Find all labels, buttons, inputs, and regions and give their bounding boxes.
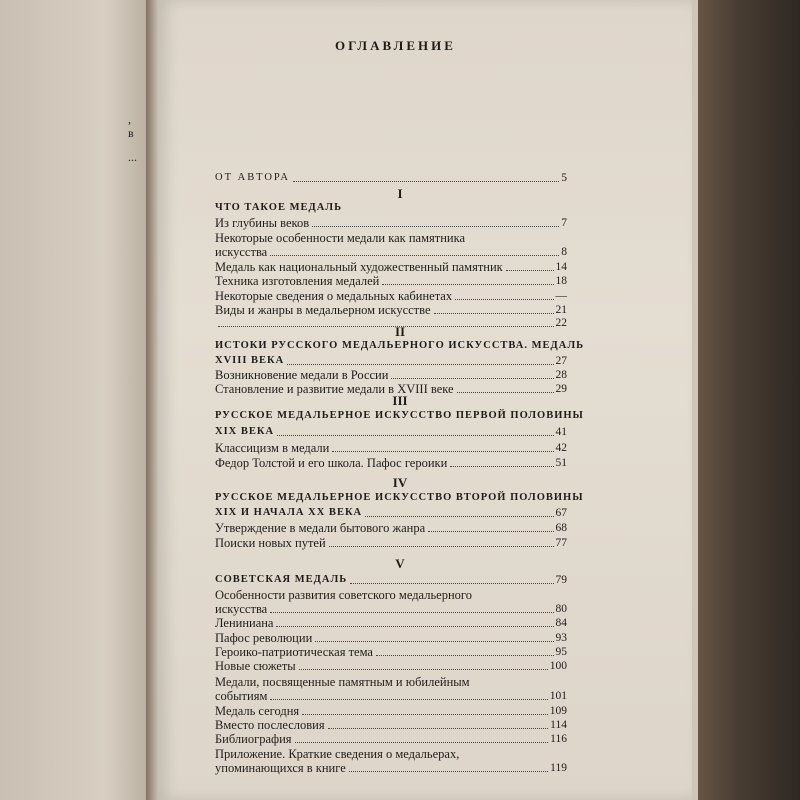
toc-entry: Техника изготовления медалей 18	[215, 274, 567, 288]
toc-entry: Героико-патриотическая тема 95	[215, 645, 567, 659]
section-numeral: V	[395, 556, 405, 571]
page-title: ОГЛАВЛЕНИЕ	[335, 38, 456, 53]
left-page-fragment: в	[128, 126, 134, 140]
toc-entry: Становление и развитие медали в XVIII веке 29	[215, 382, 567, 396]
toc-entry: Новые сюжеты 100	[215, 659, 567, 673]
section-heading: РУССКОЕ МЕДАЛЬЕРНОЕ ИСКУССТВО ВТОРОЙ ПОЛОВИНЫ	[215, 492, 584, 503]
section-heading: XIX И НАЧАЛА XX ВЕКА 67	[215, 507, 567, 519]
toc-entry: Медали, посвященные памятным и юбилейным	[215, 675, 470, 689]
toc-entry: Из глубины веков 7	[215, 216, 567, 230]
toc-entry: Лениниана 84	[215, 616, 567, 630]
toc-entry: искусства 80	[215, 602, 567, 616]
toc-entry: 22	[215, 315, 567, 330]
toc-entry: Некоторые сведения о медальных кабинетах —	[215, 289, 567, 303]
section-heading: ЧТО ТАКОЕ МЕДАЛЬ	[215, 202, 343, 213]
toc-entry: Поиски новых путей 77	[215, 536, 567, 550]
toc-entry: Пафос революции 93	[215, 631, 567, 645]
section-numeral: III	[392, 393, 408, 408]
section-numeral: II	[394, 324, 406, 339]
section-heading: XIX ВЕКА 41	[215, 426, 567, 438]
toc-entry: Возникновение медали в России 28	[215, 368, 567, 382]
toc-entry: событиям 101	[215, 689, 567, 703]
section-heading: XVIII ВЕКА 27	[215, 355, 567, 367]
toc-entry-intro: ОТ АВТОРА 5	[215, 172, 567, 184]
toc-entry: Приложение. Краткие сведения о медальерах,	[215, 747, 460, 761]
toc-entry: Вместо послесловия 114	[215, 718, 567, 732]
left-page-fragment: ...	[128, 150, 137, 164]
toc-entry: искусства 8	[215, 245, 567, 259]
toc-entry: Утверждение в медали бытового жанра 68	[215, 521, 567, 535]
toc-entry: упоминающихся в книге 119	[215, 761, 567, 775]
toc-entry: Медаль сегодня 109	[215, 704, 567, 718]
section-numeral: IV	[392, 475, 408, 490]
section-heading: РУССКОЕ МЕДАЛЬЕРНОЕ ИСКУССТВО ПЕРВОЙ ПОЛОВИНЫ	[215, 410, 584, 421]
toc-entry: Некоторые особенности медали как памятника	[215, 231, 465, 245]
toc-entry: Медаль как национальный художественный памятник 14	[215, 260, 567, 274]
section-heading: СОВЕТСКАЯ МЕДАЛЬ 79	[215, 574, 567, 586]
toc-entry: Классицизм в медали 42	[215, 441, 567, 455]
left-page-fragment: ,	[128, 112, 131, 126]
section-heading: ИСТОКИ РУССКОГО МЕДАЛЬЕРНОГО ИСКУССТВА. МЕДАЛЬ	[215, 340, 585, 351]
section-numeral: I	[397, 186, 403, 201]
toc-entry: Особенности развития советского медальерного	[215, 588, 472, 602]
toc-entry: Федор Толстой и его школа. Пафос героики 51	[215, 456, 567, 470]
toc-entry: Виды и жанры в медальерном искусстве 21	[215, 303, 567, 317]
toc-entry: Библиография 116	[215, 732, 567, 746]
